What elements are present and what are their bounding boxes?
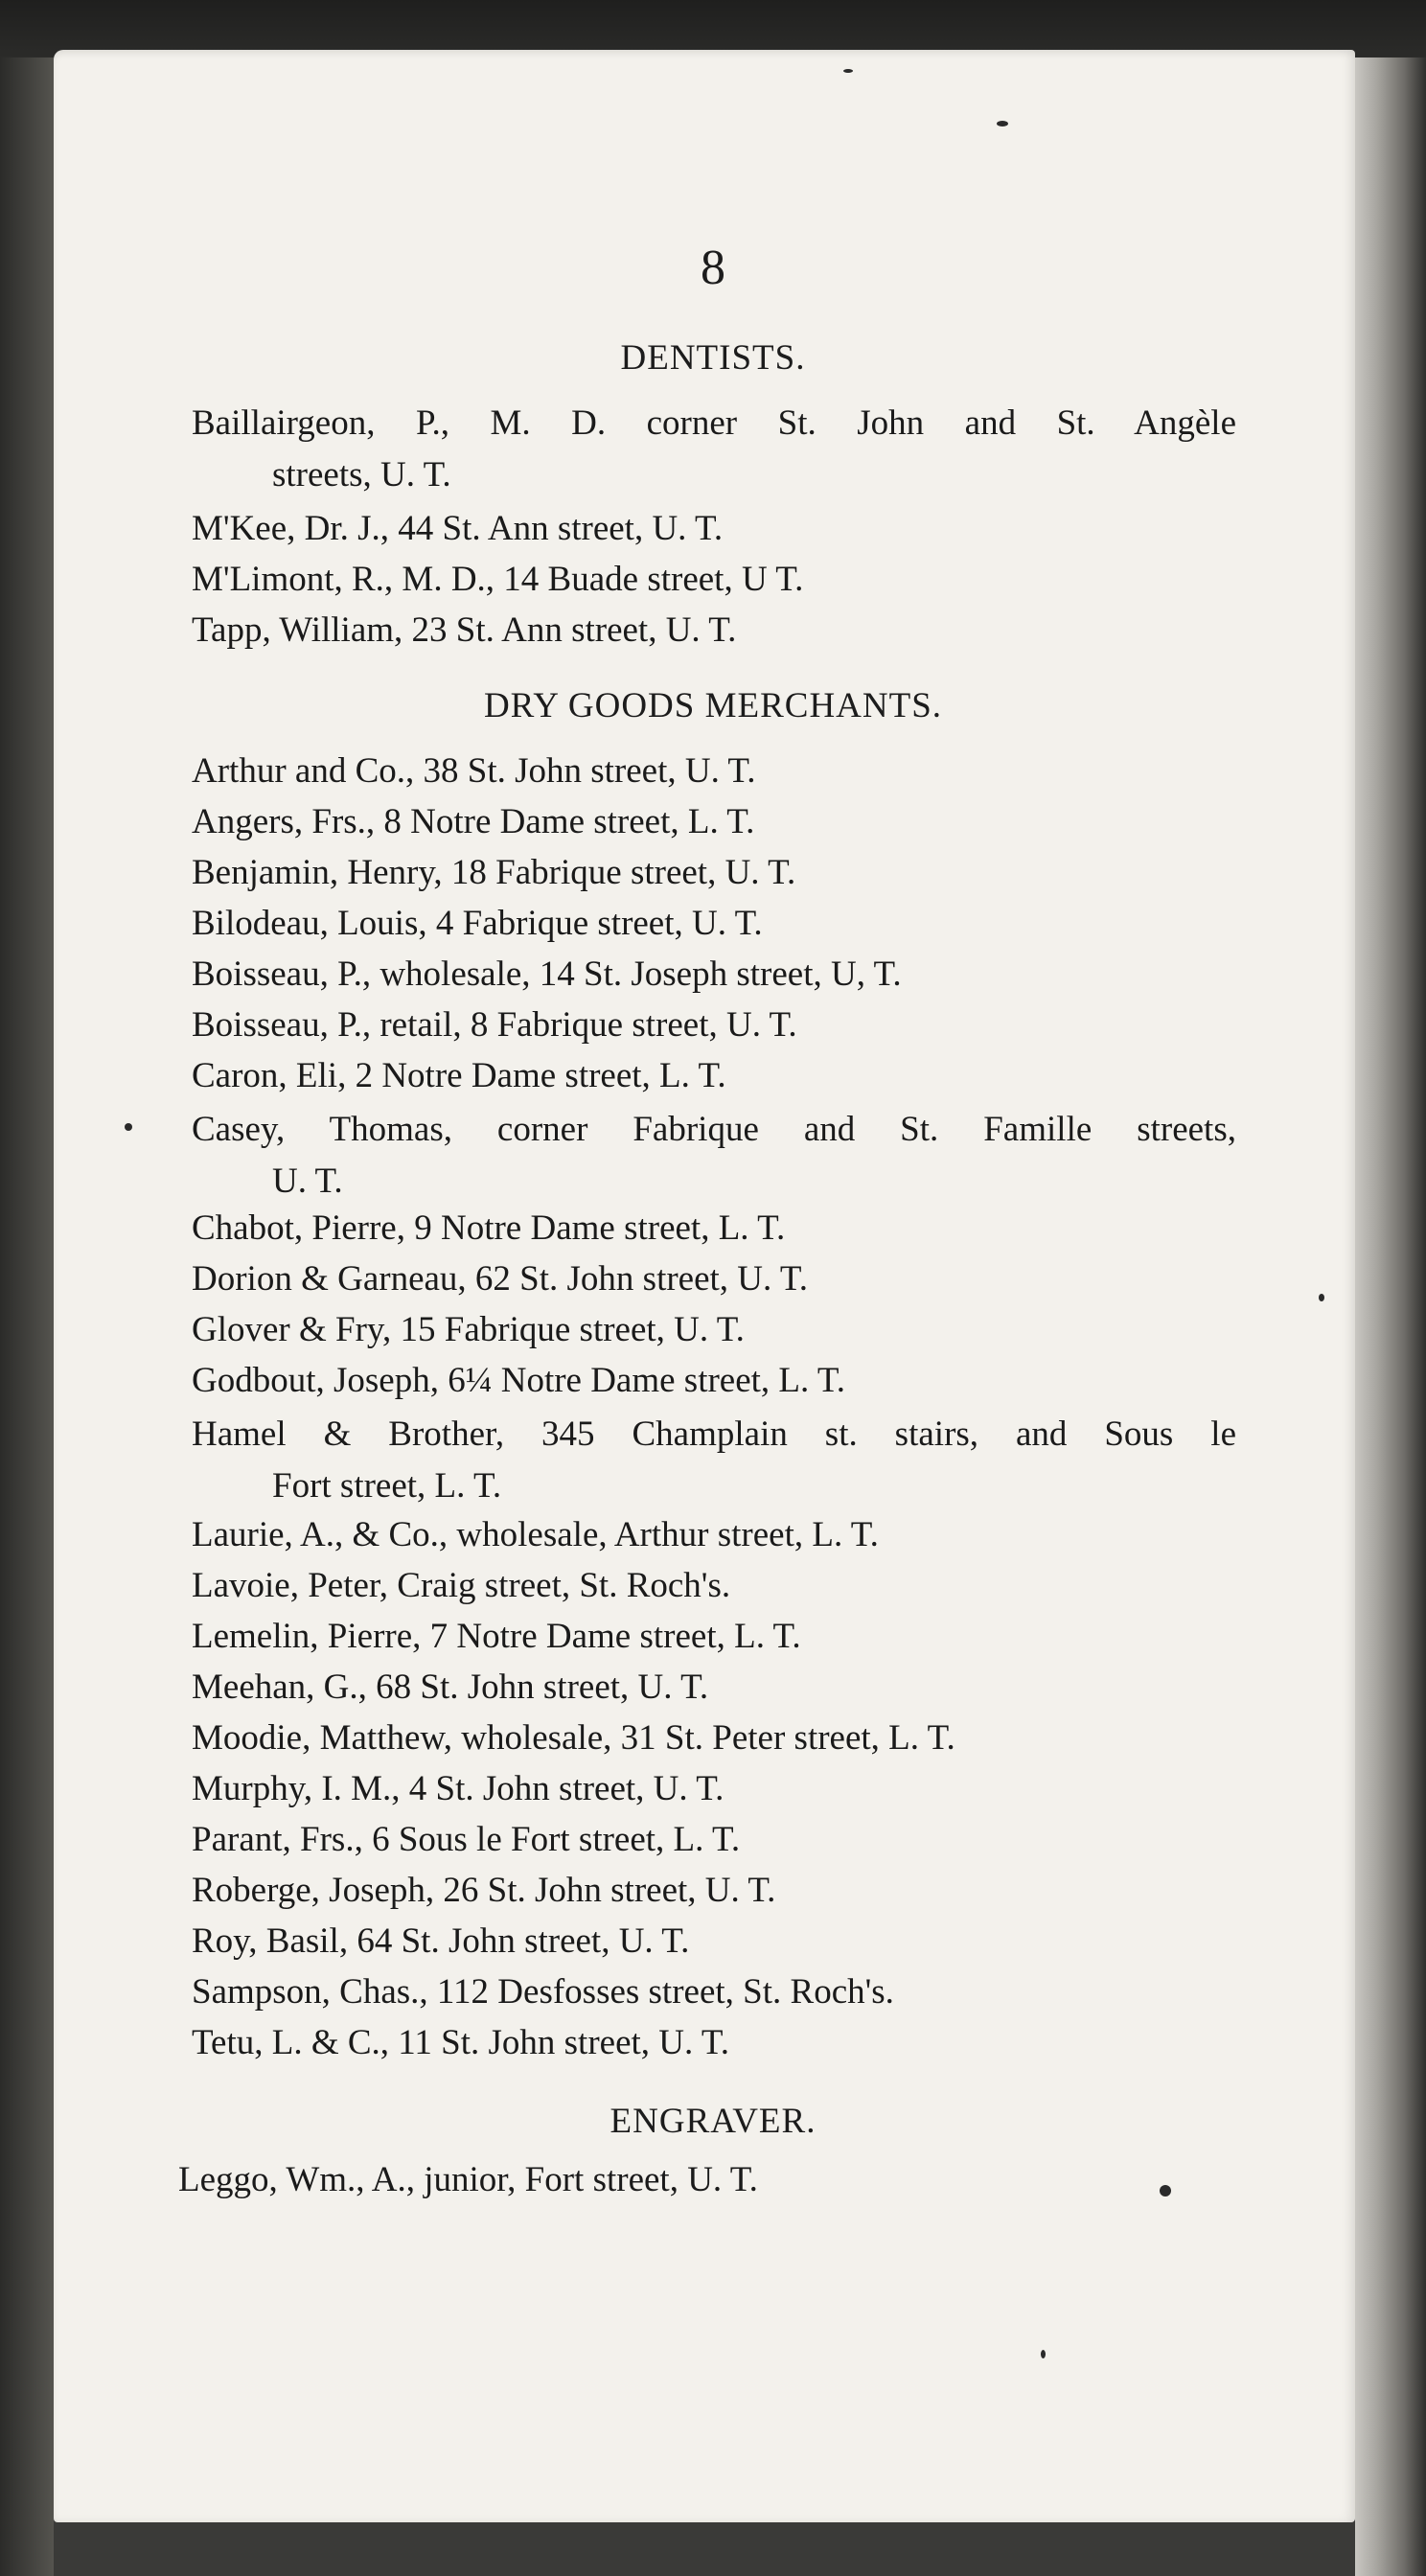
scan-background-top — [0, 0, 1426, 58]
directory-entry — [192, 898, 1236, 950]
directory-entry — [192, 1355, 1236, 1407]
entry-line: Lavoie, Peter, Craig street, St. Roch's. — [192, 1566, 731, 1605]
directory-entry — [192, 1966, 1236, 2018]
section-heading-dentists: DENTISTS. — [620, 338, 806, 378]
entry-line: Tetu, L. & C., 11 St. John street, U. T. — [192, 2023, 729, 2062]
entry-line: Tapp, William, 23 St. Ann street, U. T. — [192, 610, 737, 650]
directory-entry — [192, 796, 1236, 848]
entry-line: Parant, Frs., 6 Sous le Fort street, L. T. — [192, 1820, 741, 1859]
entry-continuation: Fort street, L. T. — [272, 1466, 502, 1506]
directory-entry — [192, 398, 1236, 501]
directory-entry — [178, 2154, 1223, 2206]
page-edge-shadow — [1355, 58, 1426, 2576]
directory-entry — [192, 1916, 1236, 1967]
entry-line: Murphy, I. M., 4 St. John street, U. T. — [192, 1769, 724, 1808]
ink-speck — [997, 121, 1008, 126]
directory-entry — [192, 605, 1236, 656]
entry-line: Leggo, Wm., A., junior, Fort street, U. T. — [178, 2160, 758, 2199]
entry-line: Bilodeau, Louis, 4 Fabrique street, U. T. — [192, 904, 763, 943]
directory-entry — [192, 1104, 1236, 1208]
entry-line: Angers, Frs., 8 Notre Dame street, L. T. — [192, 802, 755, 841]
page-number: 8 — [701, 241, 725, 295]
directory-entry — [192, 1050, 1236, 1102]
entry-line: Arthur and Co., 38 St. John street, U. T. — [192, 751, 756, 791]
section-heading-dry-goods: DRY GOODS MERCHANTS. — [483, 686, 943, 725]
entry-line: Moodie, Matthew, wholesale, 31 St. Peter street, L. T. — [192, 1718, 955, 1758]
entry-line: Casey, Thomas, corner Fabrique and St. Famille streets, — [192, 1110, 1236, 1149]
directory-entry — [192, 1409, 1236, 1512]
ink-speck — [1160, 2185, 1171, 2196]
entry-line: Glover & Fry, 15 Fabrique street, U. T. — [192, 1310, 745, 1349]
directory-entry — [192, 1763, 1236, 1815]
section-heading-engraver: ENGRAVER. — [610, 2102, 816, 2141]
directory-entry — [192, 503, 1236, 555]
directory-entry — [192, 554, 1236, 606]
entry-line: Boisseau, P., retail, 8 Fabrique street, U. T. — [192, 1005, 797, 1045]
directory-entry — [192, 1713, 1236, 1764]
entry-line: Dorion & Garneau, 62 St. John street, U. T. — [192, 1259, 808, 1299]
directory-entry — [192, 1203, 1236, 1254]
entry-line: Roy, Basil, 64 St. John street, U. T. — [192, 1921, 690, 1961]
entry-line: Chabot, Pierre, 9 Notre Dame street, L. T. — [192, 1208, 786, 1248]
directory-entry — [192, 949, 1236, 1000]
directory-entry — [192, 1254, 1236, 1305]
entry-line: Benjamin, Henry, 18 Fabrique street, U. T. — [192, 853, 796, 892]
ink-speck — [1319, 1294, 1324, 1301]
directory-entry — [192, 1509, 1236, 1561]
entry-line: Meehan, G., 68 St. John street, U. T. — [192, 1668, 709, 1707]
directory-entry — [192, 1611, 1236, 1663]
ink-speck — [125, 1123, 132, 1131]
entry-line: Laurie, A., & Co., wholesale, Arthur street, L. T. — [192, 1515, 879, 1554]
entry-line: M'Kee, Dr. J., 44 St. Ann street, U. T. — [192, 509, 724, 548]
ink-speck — [1041, 2350, 1046, 2358]
entry-line: M'Limont, R., M. D., 14 Buade street, U T. — [192, 560, 804, 599]
directory-entry — [192, 1560, 1236, 1612]
directory-entry — [192, 1865, 1236, 1917]
directory-entry — [192, 1662, 1236, 1714]
entry-line: Caron, Eli, 2 Notre Dame street, L. T. — [192, 1056, 726, 1095]
entry-line: Hamel & Brother, 345 Champlain st. stairs, and Sous le — [192, 1414, 1236, 1454]
directory-entry — [192, 1304, 1236, 1356]
entry-line: Lemelin, Pierre, 7 Notre Dame street, L. T. — [192, 1617, 801, 1656]
entry-line: Boisseau, P., wholesale, 14 St. Joseph street, U, T. — [192, 954, 902, 994]
entry-line: Baillairgeon, P., M. D. corner St. John and St. Angèle — [192, 403, 1236, 443]
entry-line: Godbout, Joseph, 6¼ Notre Dame street, L. T. — [192, 1361, 845, 1400]
directory-entry — [192, 1000, 1236, 1051]
directory-entry — [192, 847, 1236, 899]
directory-entry — [192, 2017, 1236, 2069]
directory-entry — [192, 746, 1236, 797]
entry-line: Roberge, Joseph, 26 St. John street, U. T. — [192, 1871, 776, 1910]
scan-background-left — [0, 58, 54, 2576]
entry-continuation: streets, U. T. — [272, 455, 451, 494]
directory-entry — [192, 1814, 1236, 1866]
ink-speck — [843, 69, 853, 73]
entry-continuation: U. T. — [272, 1162, 343, 1201]
entry-line: Sampson, Chas., 112 Desfosses street, St. Roch's. — [192, 1972, 894, 2012]
